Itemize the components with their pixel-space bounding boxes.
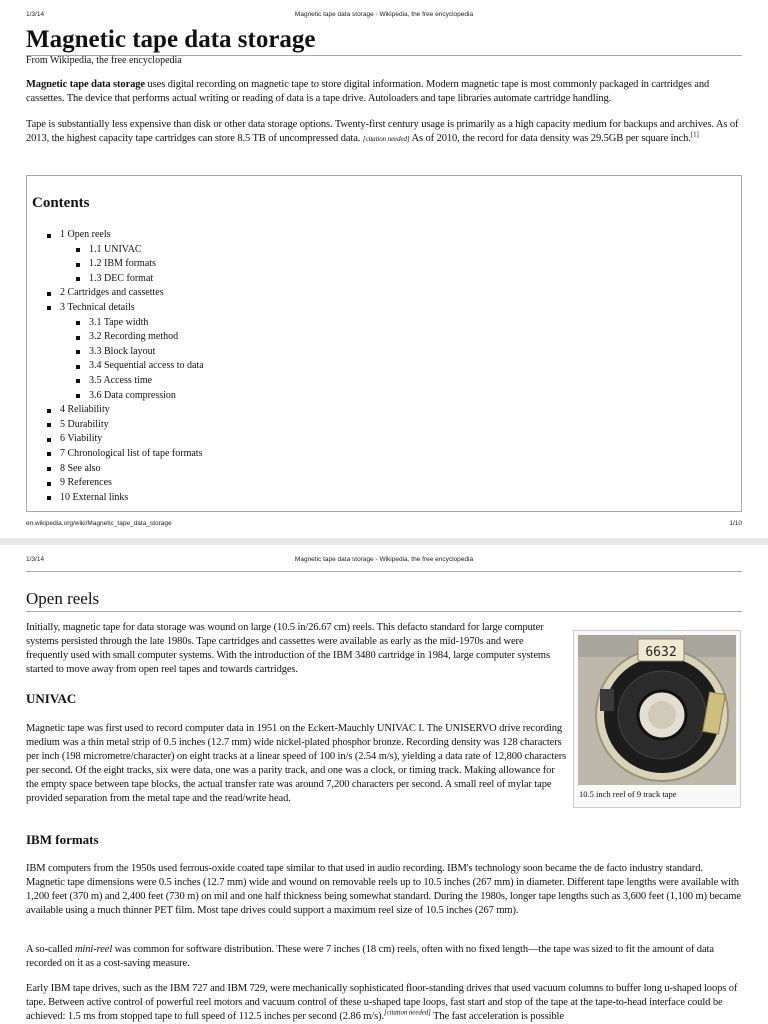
mini-reel-term: mini-reel [74,944,113,955]
subsection-heading-ibm-formats: IBM formats [26,832,99,847]
intro-paragraph [26,78,742,106]
ibm-p2-text-b: was common for software distribution. These were 7 inches (18 cm) reels, often with no fixed length—the tape was sized to fit the amount of data recorded on it as a cost-saving measure. [26,944,714,969]
toc-link[interactable]: 1.2 IBM formats [89,258,156,270]
page-2 [0,545,768,1024]
toc-link[interactable]: 3 Technical details [60,301,135,313]
toc-link[interactable]: 10 External links [60,491,129,503]
page-title: Magnetic tape data storage [26,26,742,56]
tape-reel-illustration [578,635,736,785]
header-divider [26,571,742,572]
tape-reel-image[interactable] [578,635,736,785]
image-caption: 10.5 inch reel of 9 track tape [579,789,677,799]
site-subtitle: From Wikipedia, the free encyclopedia [26,55,182,66]
toc-subitem[interactable] [47,316,204,331]
print-header [26,11,742,21]
reel-handwritten-label: 6632 [645,645,677,660]
toc-item[interactable] [47,286,204,301]
toc-link[interactable]: 3.5 Access time [89,374,153,386]
toc-item[interactable] [47,462,204,477]
intro-bold-term: Magnetic tape data storage [26,79,145,90]
toc-subitem[interactable] [47,330,204,345]
toc-subitem[interactable] [47,345,204,360]
ibm-paragraph-3 [26,982,742,1024]
print-date: 1/3/14 [26,11,45,18]
toc-subitem[interactable] [47,243,204,258]
toc-link[interactable]: 5 Durability [60,418,109,430]
ibm-paragraph-2 [26,943,742,971]
toc-list [47,228,204,505]
toc-item[interactable] [47,403,204,418]
open-reels-paragraph: Initially, magnetic tape for data storage was wound on large (10.5 in/26.67 cm) reels. This defacto standard for large computer systems persisted through the late 1980s. Tape cartridges and cassettes were available as early as the mid-1970s and were frequently used with small computer systems. With the introduction of the IBM 3480 cartridge in 1984, large computer systems started to move away from open reel tapes and towards cartridges. [26,622,550,675]
storage-paragraph [26,118,742,146]
toc-subitem[interactable] [47,374,204,389]
toc-link[interactable]: 3.3 Block layout [89,345,156,357]
citation-needed-link[interactable]: [citation needed] [362,135,410,143]
toc-link[interactable]: 3.4 Sequential access to data [89,360,204,372]
ibm-p2-text-a: A so-called [26,944,75,955]
toc-link[interactable]: 3.6 Data compression [89,389,176,401]
toc-item[interactable] [47,447,204,462]
ibm-p3-text-a: Early IBM tape drives, such as the IBM 727 and IBM 729, were mechanically sophisticated floor-standing drives that used vacuum columns to buffer long u-shaped loops of tape. Between active control of powerful reel motors and vacuum control of these u-shaped tape loops, fast start and stop of the tape at the tape-to-head interface could be achieved: 1.5 ms from stopped tape to full speed of 112.5 inches per second (2.86 m/s). [26,983,738,1022]
intro-text: uses digital recording on magnetic tape to store digital information. Modern magnetic tape is most commonly packaged in cartridges and cassettes. The device that performs actual writing or reading of data is a tape drive. Autoloaders and tape libraries automate cartridge handling. [26,79,710,104]
toc-subitem[interactable] [47,359,204,374]
toc-link[interactable]: 1.3 DEC format [89,272,154,284]
print-header [26,556,742,566]
toc-link[interactable]: 1.1 UNIVAC [89,243,142,255]
print-title: Magnetic tape data storage - Wikipedia, the free encyclopedia [294,556,474,563]
ibm-p3-text-b: The fast acceleration is possible [430,1011,564,1022]
citation-needed-link[interactable]: [citation needed] [384,1008,431,1017]
toc-link[interactable]: 2 Cartridges and cassettes [60,287,164,299]
reel-image-thumbnail[interactable] [573,630,741,808]
ibm-paragraph-1: IBM computers from the 1950s used ferrous-oxide coated tape similar to that used in audio recording. IBM's technology soon became the de facto industry standard. Magnetic tape dimensions were 0.5 inches (12.7 mm) wide and wound on removable reels up to 10.5 inches (267 mm) in diameter. Different tape lengths were available with 1,200 feet (370 m) and 2,400 feet (730 m) on mil and one half thickness being somewhat standard. During the 1980s, longer tape lengths such as 3,600 feet (1,100 m) became available using a much thinner PET film. Most tape drives could support a maximum reel size of 10.5 inches (267 mm). [26,863,741,916]
toc-item[interactable] [47,491,204,506]
table-of-contents [26,175,742,512]
toc-item[interactable] [47,228,204,243]
toc-link[interactable]: 9 References [60,477,112,489]
print-title: Magnetic tape data storage - Wikipedia, the free encyclopedia [294,11,474,18]
toc-title: Contents [32,195,90,211]
print-page-number: 1/10 [729,520,742,527]
toc-link[interactable]: 3.1 Tape width [89,316,149,328]
storage-text-2: As of 2010, the record for data density was 29.5GB per square inch. [409,133,691,144]
toc-link[interactable]: 4 Reliability [60,404,110,416]
toc-subitem[interactable] [47,272,204,287]
toc-link[interactable]: 3.2 Recording method [89,331,179,343]
toc-subitem[interactable] [47,389,204,404]
print-url: en.wikipedia.org/wiki/Magnetic_tape_data_storage [26,520,172,527]
toc-link[interactable]: 6 Viability [60,433,103,445]
toc-link[interactable]: 7 Chronological list of tape formats [60,447,203,459]
reference-link[interactable]: [1] [690,130,699,139]
toc-subitem[interactable] [47,257,204,272]
toc-link[interactable]: 1 Open reels [60,229,111,240]
section-heading-open-reels: Open reels [26,589,742,612]
print-footer [26,520,742,530]
toc-item[interactable] [47,432,204,447]
storage-text: Tape is substantially less expensive than disk or other data storage options. Twenty-first century usage is primarily as a high capacity medium for backups and archives. As of 2013, the highest capacity tape cartridges can store 8.5 TB of uncompressed data. [26,119,739,144]
toc-item[interactable] [47,418,204,433]
toc-item[interactable] [47,301,204,316]
print-date: 1/3/14 [26,556,45,563]
toc-item[interactable] [47,476,204,491]
univac-paragraph: Magnetic tape was first used to record computer data in 1951 on the Eckert-Mauchly UNIVAC I. The UNISERVO drive recording medium was a thin metal strip of 0.5 inches (12.7 mm) wide nickel-plated phosphor bronze. Recording density was 128 characters per inch (198 micrometre/character) on eight tracks at a linear speed of 100 in/s (2.54 m/s), yielding a data rate of 12,800 characters per second. Of the eight tracks, six were data, one was a parity track, and one was a clock, or timing track. Making allowance for the empty space between tape blocks, the actual transfer rate was around 7,200 characters per second. A small reel of mylar tape provided separation from the metal tape and the read/write head. [26,723,567,804]
toc-link[interactable]: 8 See also [60,462,101,474]
subsection-heading-univac: UNIVAC [26,691,77,706]
